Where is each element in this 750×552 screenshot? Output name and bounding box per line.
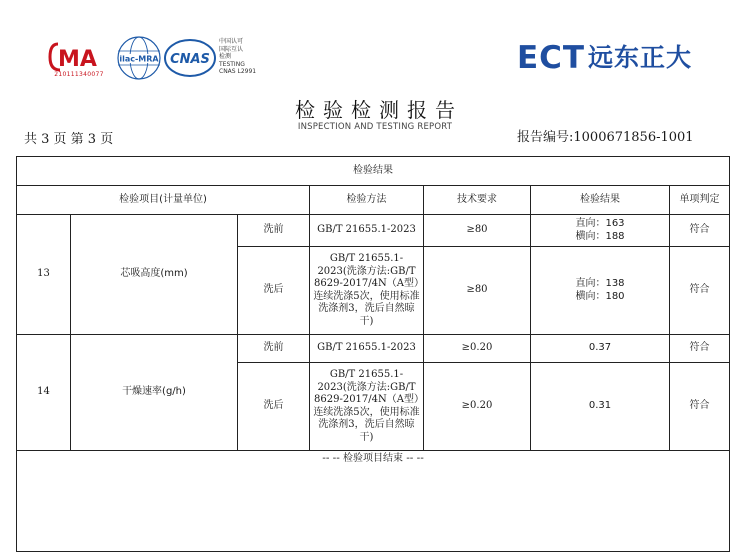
judgement: 符合 [670, 335, 730, 363]
judgement: 符合 [670, 215, 730, 247]
cnas-line: 检测 [219, 53, 232, 61]
header-requirement: 技术要求 [424, 186, 531, 215]
result-line: 横向：180 [575, 290, 625, 302]
cnas-accreditation-text [219, 38, 256, 76]
table-header-row [17, 186, 730, 215]
requirement: ≥0.20 [424, 335, 531, 363]
result: 0.31 [531, 363, 670, 451]
result-line: 横向：188 [575, 230, 625, 242]
header-method: 检验方法 [310, 186, 424, 215]
requirement: ≥0.20 [424, 363, 531, 451]
cnas-line: 国际互认 [219, 45, 244, 53]
report-title-en: INSPECTION AND TESTING REPORT [297, 122, 453, 132]
ilac-mra-logo [116, 35, 162, 81]
page-info: 共 3 页 第 3 页 [24, 132, 114, 147]
judgement: 符合 [670, 247, 730, 335]
stage: 洗前 [238, 215, 310, 247]
item-number: 13 [17, 215, 71, 335]
requirement: ≥80 [424, 247, 531, 335]
stage: 洗前 [238, 335, 310, 363]
table-caption: 检验结果 [17, 157, 730, 186]
item-name: 干燥速率(g/h) [71, 335, 238, 451]
header-item: 检验项目(计量单位) [17, 186, 310, 215]
report-number: 报告编号:1000671856-1001 [517, 130, 694, 145]
table-row [17, 335, 730, 363]
result [531, 247, 670, 335]
cnas-line: TESTING [219, 60, 245, 68]
requirement: ≥80 [424, 215, 531, 247]
result-line: 直向：163 [575, 218, 625, 229]
result: 0.37 [531, 335, 670, 363]
header-result: 检验结果 [531, 186, 670, 215]
cma-code: 210111340077 [54, 71, 104, 78]
result [531, 215, 670, 247]
result-line: 直向：138 [575, 278, 625, 289]
header-judgement: 单项判定 [670, 186, 730, 215]
cnas-line: CNAS L2991 [219, 68, 257, 76]
results-table [16, 156, 730, 552]
test-method: GB/T 21655.1-2023 [310, 335, 424, 363]
blank-area [17, 467, 730, 552]
end-of-items: -- -- 检验项目结束 -- -- [17, 451, 730, 468]
report-title: 检验检测报告 [295, 98, 463, 122]
stage: 洗后 [238, 363, 310, 451]
cnas-line: 中国认可 [219, 38, 244, 45]
ma-logo-text: MA [58, 47, 97, 72]
test-method: GB/T 21655.1-2023(洗涤方法:GB/T 8629-2017/4N（A型）连续洗涤5次，使用标准洗涤剂3，洗后自然晾干) [310, 247, 424, 335]
item-number: 14 [17, 335, 71, 451]
test-method: GB/T 21655.1-2023 [310, 215, 424, 247]
item-name: 芯吸高度(mm) [71, 215, 238, 335]
stage: 洗后 [238, 247, 310, 335]
cnas-logo [164, 38, 216, 78]
ect-logo-letters: ECT [517, 40, 586, 76]
judgement: 符合 [670, 363, 730, 451]
ilac-text: ilac-MRA [119, 54, 159, 64]
ect-logo-chinese: 远东正大 [588, 43, 693, 72]
cnas-logo-text: CNAS [170, 52, 210, 67]
table-row [17, 215, 730, 247]
test-method: GB/T 21655.1-2023(洗涤方法:GB/T 8629-2017/4N（A型）连续洗涤5次，使用标准洗涤剂3，洗后自然晾干) [310, 363, 424, 451]
